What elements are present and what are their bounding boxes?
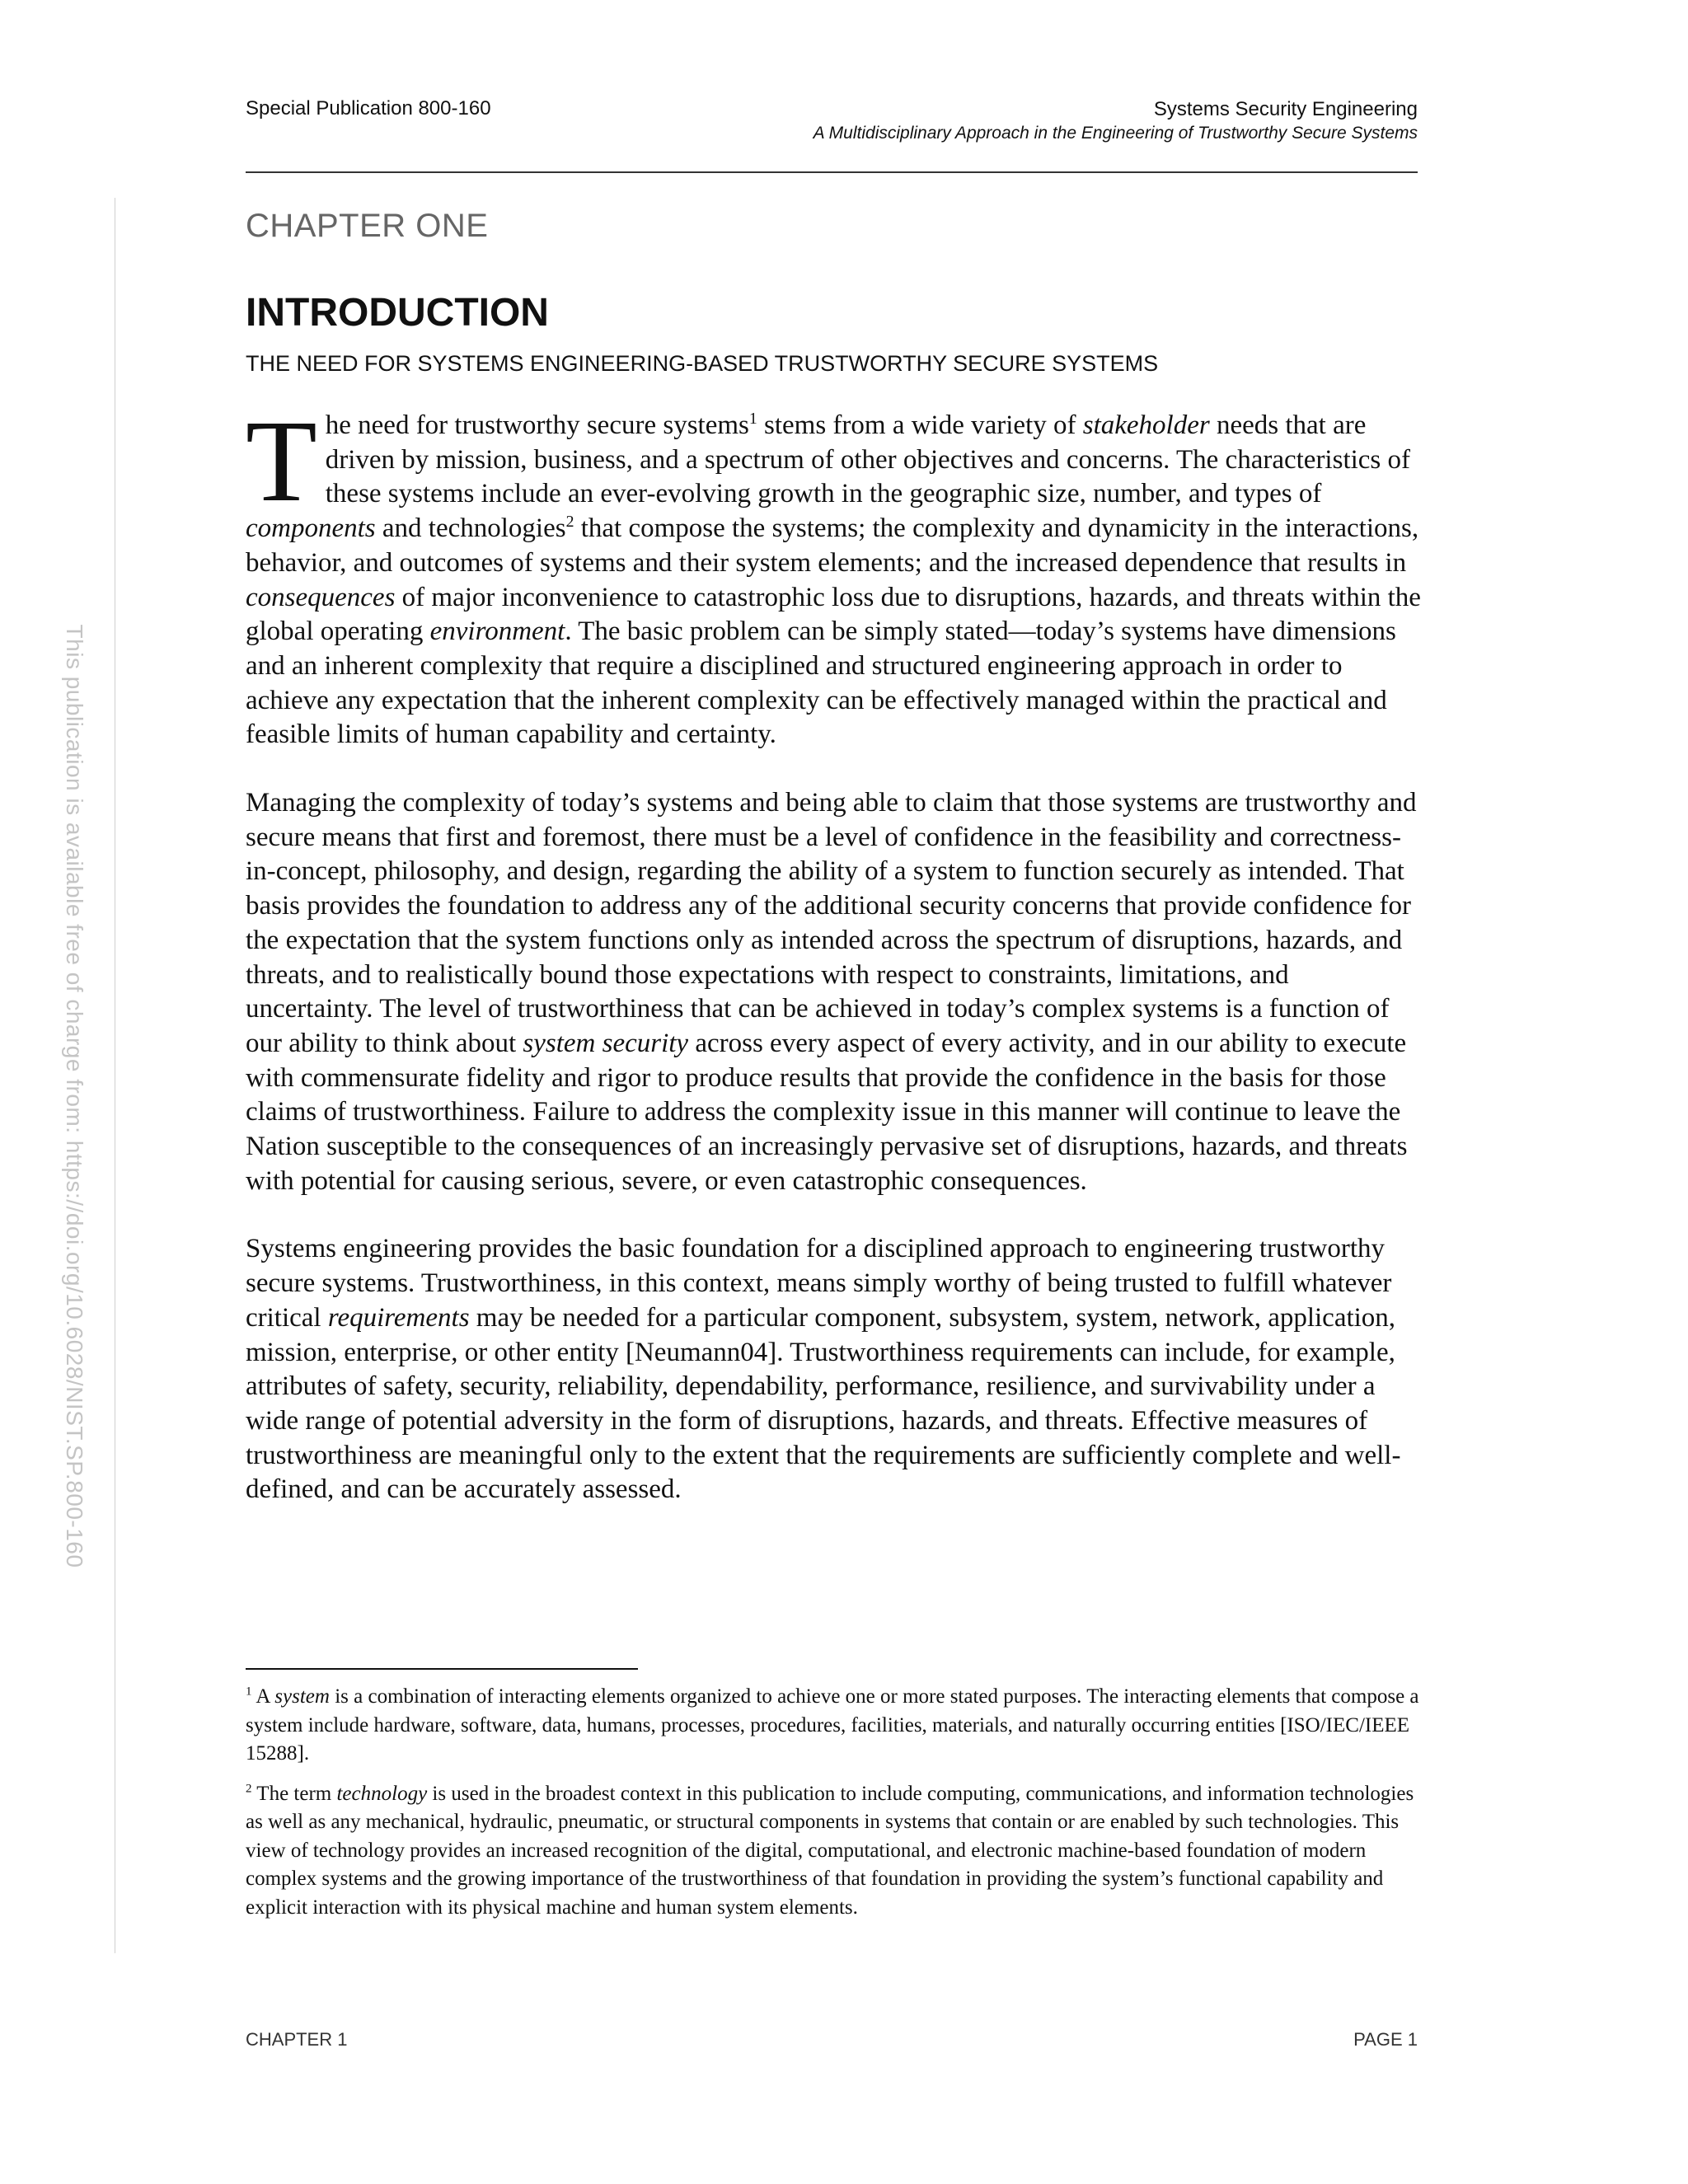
text-run: needs that are driven by mission, business, and a spectrum of other objectives and concerns. The characteristics of these systems include an ever-evolving growth in the geographic size, number, and types of [325,410,1411,509]
text-run: he need for trustworthy secure systems [325,410,749,440]
text-run: that compose the systems; the complexity and dynamicity in the interactions, behavior, and outcomes of systems and their system elements; and the increased dependence that results in [246,513,1419,578]
paragraph-1 [246,396,1421,752]
emphasis-stakeholder: stakeholder [1082,410,1210,440]
header-subtitle: A Multidisciplinary Approach in the Engineering of Trustworthy Secure Systems [813,124,1418,143]
emphasis-system: system [274,1685,330,1708]
footer-page-number: PAGE 1 [1353,2029,1418,2050]
footer-chapter: CHAPTER 1 [246,2029,348,2050]
text-run: Systems engineering provides the basic foundation for a disciplined approach to engineering trustworthy secure systems. Trustworthiness, in this context, means simply worthy of being trusted to fulfill whatever critical [246,1234,1392,1333]
text-run: and technologies [375,513,566,544]
paragraph-2 [246,786,1421,1198]
text-run: is a combination of interacting elements organized to achieve one or more stated purposes. The interacting elements that compose a system include hardware, software, data, humans, processes, procedures, facilities, materials, and naturally occurring entities [ISO/IEC/IEEE 15288]. [246,1685,1419,1765]
emphasis-requirements: requirements [327,1302,470,1333]
footnote-ref-2[interactable]: 2 [565,513,574,532]
footnote-divider [246,1668,638,1670]
header-divider [246,171,1418,173]
header-title: Systems Security Engineering [1153,98,1418,120]
text-run: may be needed for a particular component, subsystem, system, network, application, mission, enterprise, or other entity [Neumann04]. Trustworthiness requirements can include, for example, attributes of safety, security, reliability, dependability, performance, resilience, and survivability under a wide range of potential adversity in the form of disruptions, hazards, and threats. Effective measures of trustworthiness are meaningful only to the extent that the requirements are sufficiently complete and well-defined, and can be accurately assessed. [246,1302,1401,1505]
chapter-label: CHAPTER ONE [246,208,489,244]
emphasis-system-security: system security [523,1028,689,1058]
footnote-2 [246,1780,1421,1923]
footnote-number: 1 [246,1685,252,1699]
header-document-title [593,97,1418,145]
sidebar-availability-notice: This publication is available free of charge from: https://doi.org/10.6028/NIST.SP.800-160 [62,624,87,1568]
header-publication-id: Special Publication 800-160 [246,97,491,120]
emphasis-technology: technology [336,1782,428,1805]
emphasis-components: components [246,513,376,544]
page-title: INTRODUCTION [246,291,549,335]
text-run: Managing the complexity of today’s systems and being able to claim that those systems are trustworthy and secure means that first and foremost, there must be a level of confidence in the feasibility and correctness-in-concept, philosophy, and design, regarding the ability of a system to function securely as intended. That basis provides the foundation to address any of the additional security concerns that provide confidence for the expectation that the system functions only as intended across the spectrum of disruptions, hazards, and threats, and to realistically bound those expectations with respect to constraints, limitations, and uncertainty. The level of trustworthiness that can be achieved in today’s complex systems is a function of our ability to think about [246,788,1417,1058]
text-run: . The basic problem can be simply stated—today’s systems have dimensions and an inherent complexity that require a disciplined and structured engineering approach in order to achieve any expectation that the inherent complexity can be effectively managed within the practical and feasible limits of human capability and certainty. [246,616,1396,750]
paragraph-3 [246,1232,1421,1507]
text-run: The term [251,1782,337,1805]
text-run: is used in the broadest context in this publication to include computing, communications, and information technologies as well as any mechanical, hydraulic, pneumatic, or structural components in systems that contain or are enabled by such technologies. This view of technology provides an increased recognition of the digital, computational, and electronic machine-based foundation of modern complex systems and the growing importance of the trustworthiness of that foundation in providing the system’s functional capability and explicit interaction with its physical machine and human system elements. [246,1782,1414,1919]
footnote-ref-1[interactable]: 1 [748,410,757,428]
text-run: of major inconvenience to catastrophic loss due to disruptions, hazards, and threats within the global operating [246,582,1421,647]
emphasis-consequences: consequences [246,582,396,612]
emphasis-environment: environment [429,616,565,647]
text-run: stems from a wide variety of [757,410,1083,440]
text-run: across every aspect of every activity, and in our ability to execute with commensurate fidelity and rigor to produce results that provide the confidence in the basis for those claims of trustworthiness. Failure to address the complexity issue in this manner will continue to leave the Nation susceptible to the consequences of an increasingly pervasive set of disruptions, hazards, and threats with potential for causing serious, severe, or even catastrophic consequences. [246,1028,1408,1196]
drop-cap: T [246,396,317,526]
text-run: A [251,1685,275,1708]
footnotes [246,1683,1421,1933]
body-text [246,396,1421,1541]
footnote-1 [246,1683,1421,1769]
section-subtitle: THE NEED FOR SYSTEMS ENGINEERING-BASED TRUSTWORTHY SECURE SYSTEMS [246,351,1159,376]
footnote-number: 2 [246,1782,252,1796]
